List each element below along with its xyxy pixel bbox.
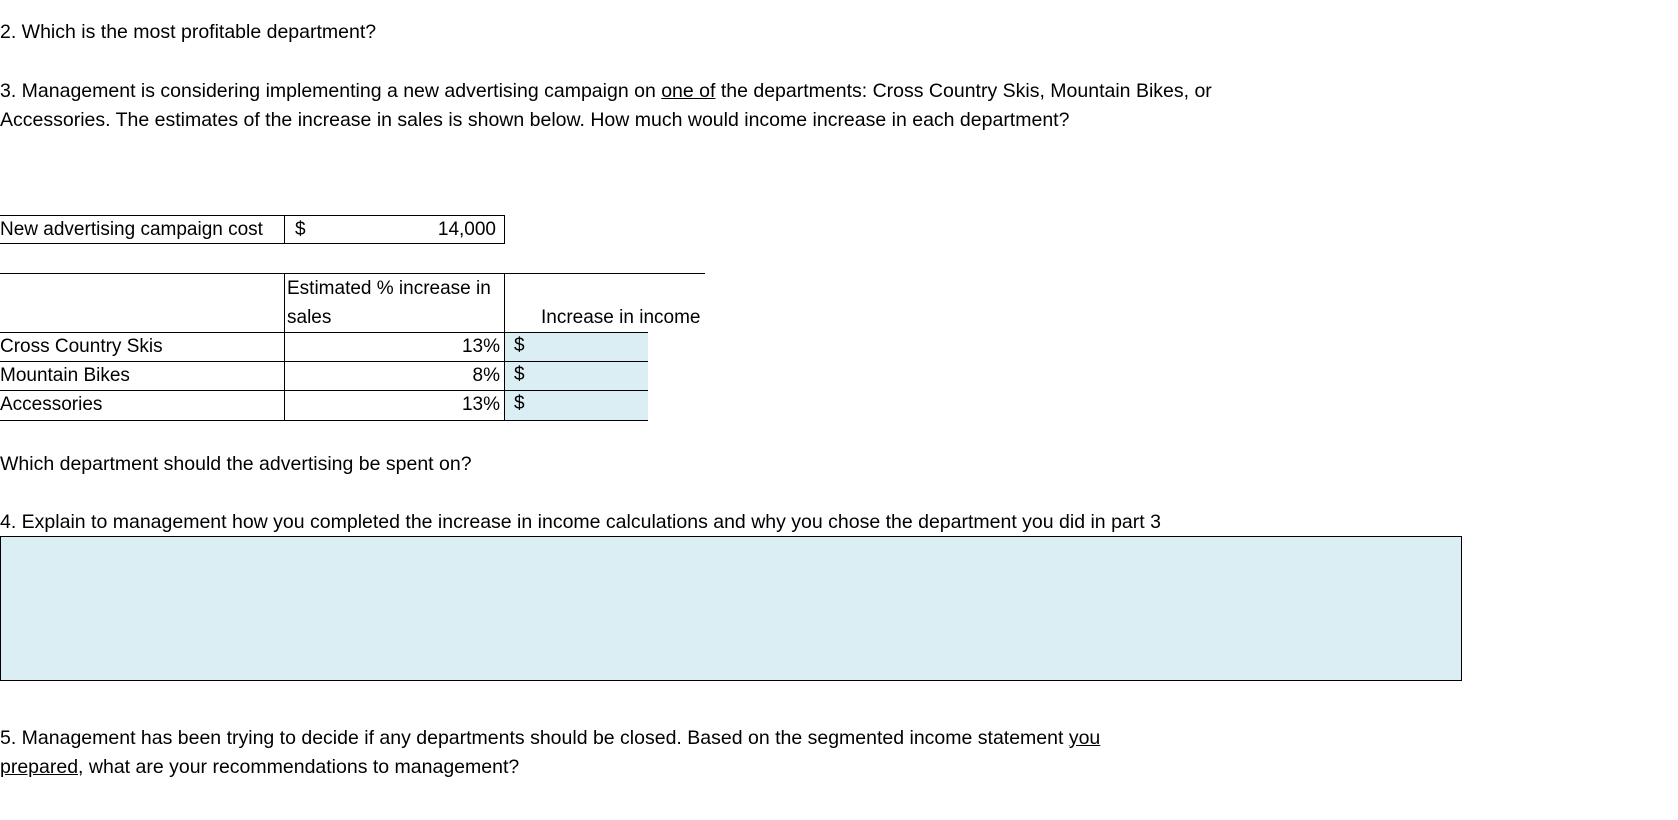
- question-5-text-b: what are your recommendations to management?: [83, 756, 520, 778]
- pct-increase-value[interactable]: 8%: [472, 365, 500, 386]
- increase-in-income-input[interactable]: [505, 391, 648, 420]
- increase-in-income-input[interactable]: [505, 333, 648, 361]
- question-4: 4. Explain to management how you completed the increase in income calculations and why you chose the department you did in part 3: [0, 511, 1161, 533]
- question-3-line-2: Accessories. The estimates of the increase in sales is shown below. How much would income increase in each department?: [0, 109, 1070, 131]
- campaign-cost-label: New advertising campaign cost: [0, 219, 263, 240]
- currency-symbol: $: [514, 335, 525, 356]
- campaign-cost-currency: $: [295, 219, 306, 240]
- pct-increase-value[interactable]: 13%: [461, 394, 500, 415]
- department-name: Cross Country Skis: [0, 336, 163, 357]
- question-2: 2. Which is the most profitable department?: [0, 21, 377, 43]
- question-5-underlined-a: you: [1068, 727, 1101, 749]
- increase-in-income-input[interactable]: [505, 362, 648, 390]
- department-name: Accessories: [0, 394, 103, 415]
- question-3-text-a: 3. Management is considering implementing a new advertising campaign on: [0, 80, 662, 102]
- header-increase-in-income: Increase in income: [541, 307, 701, 328]
- department-name: Mountain Bikes: [0, 365, 130, 386]
- pct-increase-value[interactable]: 13%: [461, 336, 500, 357]
- currency-symbol: $: [514, 364, 525, 385]
- question-3-line-1: [0, 77, 1212, 106]
- question-4-answer-box[interactable]: [0, 536, 1462, 681]
- question-5-underlined-b: prepared,: [0, 756, 84, 778]
- currency-symbol: $: [514, 393, 525, 414]
- question-5-line-2: [0, 753, 519, 782]
- question-5-text-a: 5. Management has been trying to decide if any departments should be closed. Based on the segmented income statement: [0, 727, 1069, 749]
- question-3-followup: Which department should the advertising be spent on?: [0, 453, 472, 475]
- header-pct-increase-line-2: sales: [287, 307, 332, 328]
- campaign-cost-value[interactable]: 14,000: [437, 219, 496, 240]
- question-5-line-1: [0, 724, 1100, 753]
- header-pct-increase-line-1: Estimated % increase in: [287, 278, 491, 299]
- question-3-text-b: the departments: Cross Country Skis, Mountain Bikes, or: [715, 80, 1212, 102]
- question-3-underlined: one of: [661, 80, 716, 102]
